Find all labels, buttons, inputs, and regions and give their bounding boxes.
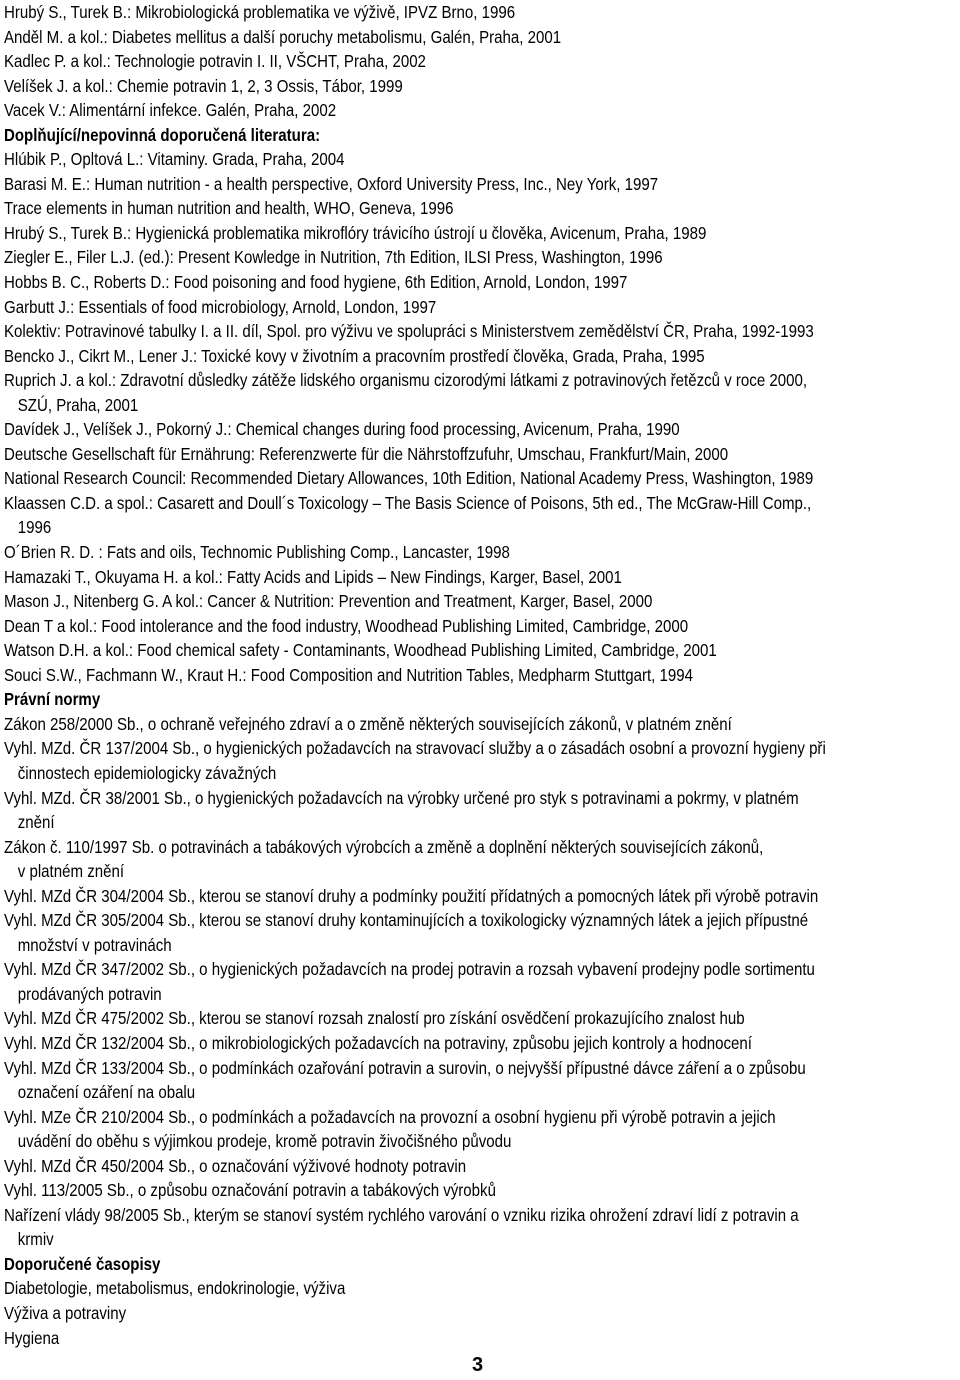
- entry-continuation: činnostech epidemiologicky závažných: [17, 762, 277, 783]
- entry-continuation: v platném znění: [17, 861, 125, 882]
- reference-entry: Mason J., Nitenberg G. A kol.: Cancer & Nutrition: Prevention and Treatment, Karger, Basel, 2000: [4, 591, 653, 612]
- reference-entry: Anděl M. a kol.: Diabetes mellitus a další poruchy metabolismu, Galén, Praha, 2001: [4, 26, 562, 47]
- reference-entry: Watson D.H. a kol.: Food chemical safety - Contaminants, Woodhead Publishing Limited, Cambridge, 2001: [4, 640, 717, 661]
- entry-continuation: množství v potravinách: [17, 934, 172, 955]
- reference-entry: Vyhl. MZd ČR 304/2004 Sb., kterou se stanoví druhy a podmínky použití přídatných a pomocných látek při výrobě potravin: [4, 885, 819, 906]
- entry-continuation: 1996: [17, 517, 52, 538]
- reference-entry: Ruprich J. a kol.: Zdravotní důsledky zátěže lidského organismu cizorodými látkami z potravinových řetězců v roce 2000,: [4, 370, 808, 391]
- reference-entry: Deutsche Gesellschaft für Ernährung: Referenzwerte für die Nährstoffzufuhr, Umschau, Frankfurt/Main, 2000: [4, 443, 729, 464]
- reference-entry: Klaassen C.D. a spol.: Casarett and Doull´s Toxicology – The Basis Science of Poisons, 5th ed., The McGraw-Hill Comp.,: [4, 492, 812, 513]
- reference-entry: Hrubý S., Turek B.: Hygienická problematika mikroflóry trávicího ústrojí u člověka, Avicenum, Praha, 1989: [4, 222, 707, 243]
- reference-entry: Velíšek J. a kol.: Chemie potravin 1, 2, 3 Ossis, Tábor, 1999: [4, 75, 403, 96]
- reference-entry: Nařízení vlády 98/2005 Sb., kterým se stanoví systém rychlého varování o vzniku rizika ohrožení zdraví lidí z potravin a: [4, 1204, 799, 1225]
- reference-entry: Diabetologie, metabolismus, endokrinologie, výživa: [4, 1278, 346, 1299]
- entry-continuation: SZÚ, Praha, 2001: [17, 394, 139, 415]
- entry-continuation: prodávaných potravin: [17, 983, 162, 1004]
- reference-entry: National Research Council: Recommended Dietary Allowances, 10th Edition, National Academy Press, Washington, 1989: [4, 468, 814, 489]
- reference-entry: Barasi M. E.: Human nutrition - a health perspective, Oxford University Press, Inc., Ney York, 1997: [4, 173, 659, 194]
- reference-entry: Vyhl. MZd ČR 132/2004 Sb., o mikrobiologických požadavcích na potraviny, způsobu jejich kontroly a hodnocení: [4, 1032, 752, 1053]
- reference-entry: Hrubý S., Turek B.: Mikrobiologická problematika ve výživě, IPVZ Brno, 1996: [4, 2, 516, 22]
- reference-entry: Vyhl. MZd ČR 305/2004 Sb., kterou se stanoví druhy kontaminujících a toxikologicky významných látek a jejich přípustné: [4, 910, 809, 931]
- reference-entry: Kolektiv: Potravinové tabulky I. a II. díl, Spol. pro výživu ve spolupráci s Ministerstvem zemědělství ČR, Praha, 1992-1993: [4, 321, 814, 342]
- section-heading: Právní normy: [4, 689, 101, 710]
- reference-entry: Vyhl. MZe ČR 210/2004 Sb., o podmínkách a požadavcích na provozní a osobní hygienu při výrobě potravin a jejich: [4, 1106, 776, 1127]
- entry-continuation: uvádění do oběhu s výjimkou prodeje, kromě potravin živočišného původu: [17, 1131, 512, 1152]
- reference-entry: Vyhl. 113/2005 Sb., o způsobu označování potravin a tabákových výrobků: [4, 1180, 496, 1201]
- section-heading: Doplňující/nepovinná doporučená literatura:: [4, 124, 321, 145]
- reference-entry: Souci S.W., Fachmann W., Kraut H.: Food Composition and Nutrition Tables, Medpharm Stuttgart, 1994: [4, 664, 694, 685]
- reference-entry: Kadlec P. a kol.: Technologie potravin I. II, VŠCHT, Praha, 2002: [4, 51, 426, 72]
- reference-entry: Zákon 258/2000 Sb., o ochraně veřejného zdraví a o změně některých souvisejících zákonů, v platném znění: [4, 713, 732, 734]
- reference-entry: Vyhl. MZd ČR 347/2002 Sb., o hygienických požadavcích na prodej potravin a rozsah vybavení prodejny podle sortimentu: [4, 959, 815, 980]
- reference-entry: Dean T a kol.: Food intolerance and the food industry, Woodhead Publishing Limited, Cambridge, 2000: [4, 615, 689, 636]
- reference-entry: Vyhl. MZd ČR 475/2002 Sb., kterou se stanoví rozsah znalostí pro získání osvědčení prokazujícího znalost hub: [4, 1008, 745, 1029]
- reference-entry: Hygiena: [4, 1327, 60, 1348]
- reference-entry: Hobbs B. C., Roberts D.: Food poisoning and food hygiene, 6th Edition, Arnold, London, 1997: [4, 272, 628, 293]
- reference-entry: Vyhl. MZd ČR 133/2004 Sb., o podmínkách ozařování potravin a surovin, o nejvyšší přípustné dávce záření a o způsobu: [4, 1057, 806, 1078]
- entry-continuation: znění: [17, 812, 55, 833]
- reference-entry: O´Brien R. D. : Fats and oils, Technomic Publishing Comp., Lancaster, 1998: [4, 542, 510, 563]
- reference-entry: Garbutt J.: Essentials of food microbiology, Arnold, London, 1997: [4, 296, 437, 317]
- reference-entry: Trace elements in human nutrition and health, WHO, Geneva, 1996: [4, 198, 454, 219]
- reference-entry: Hamazaki T., Okuyama H. a kol.: Fatty Acids and Lipids – New Findings, Karger, Basel, 2001: [4, 566, 622, 587]
- entry-continuation: krmiv: [17, 1229, 54, 1250]
- reference-list: [4, 0, 960, 1350]
- reference-entry: Ziegler E., Filer L.J. (ed.): Present Kowledge in Nutrition, 7th Edition, ILSI Press, Washington, 1996: [4, 247, 663, 268]
- reference-entry: Výživa a potraviny: [4, 1302, 127, 1323]
- section-heading: Doporučené časopisy: [4, 1253, 161, 1274]
- reference-entry: Vyhl. MZd ČR 450/2004 Sb., o označování výživové hodnoty potravin: [4, 1155, 467, 1176]
- reference-entry: Hlúbik P., Opltová L.: Vitaminy. Grada, Praha, 2004: [4, 149, 345, 170]
- entry-continuation: označení ozáření na obalu: [17, 1082, 196, 1103]
- reference-entry: Bencko J., Cikrt M., Lener J.: Toxické kovy v životním a pracovním prostředí člověka, Grada, Praha, 1995: [4, 345, 705, 366]
- reference-entry: Zákon č. 110/1997 Sb. o potravinách a tabákových výrobcích a změně a doplnění některých souvisejících zákonů,: [4, 836, 764, 857]
- reference-entry: Davídek J., Velíšek J., Pokorný J.: Chemical changes during food processing, Avicenum, Praha, 1990: [4, 419, 680, 440]
- page-number: 3: [472, 1354, 484, 1376]
- reference-entry: Vyhl. MZd. ČR 38/2001 Sb., o hygienických požadavcích na výrobky určené pro styk s potravinami a pokrmy, v platném: [4, 787, 799, 808]
- reference-entry: Vyhl. MZd. ČR 137/2004 Sb., o hygienických požadavcích na stravovací služby a o zásadách osobní a provozní hygieny při: [4, 738, 826, 759]
- reference-entry: Vacek V.: Alimentární infekce. Galén, Praha, 2002: [4, 100, 337, 121]
